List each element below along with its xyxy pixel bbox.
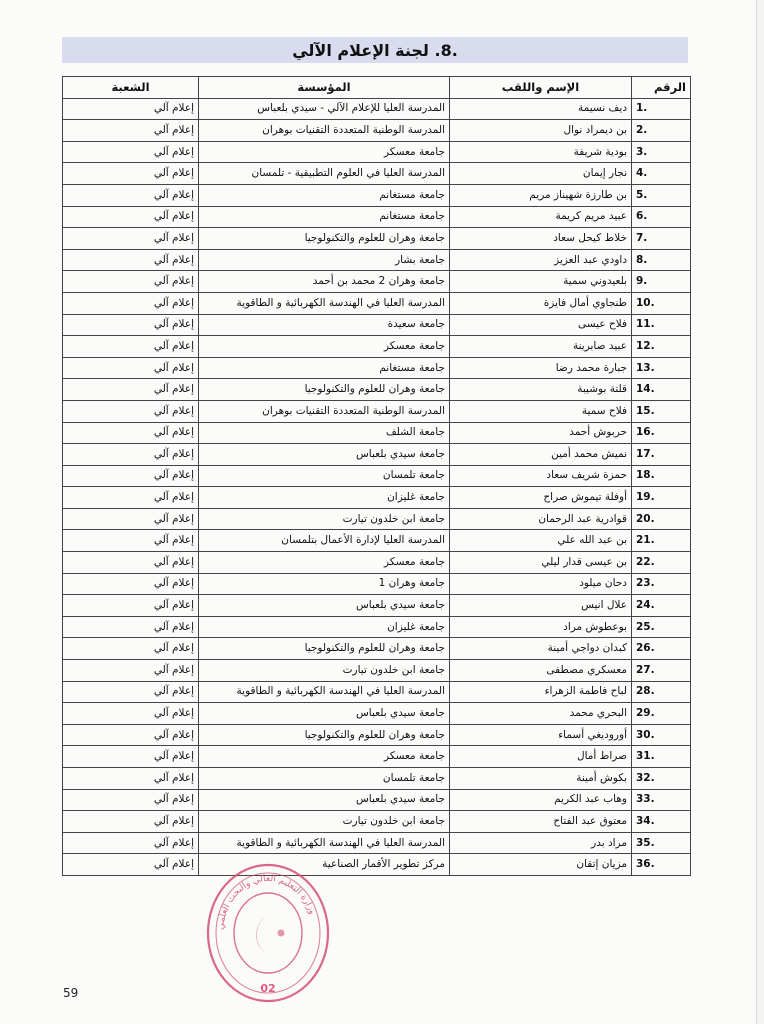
table-row (63, 660, 691, 682)
member-branch: إعلام آلي (63, 638, 199, 660)
member-institution: جامعة معسكر (199, 552, 450, 574)
member-institution: جامعة وهران 1 (199, 573, 450, 595)
table-row (63, 595, 691, 617)
row-number: 29. (632, 703, 691, 725)
table-row (63, 530, 691, 552)
member-name: معسكري مصطفى (450, 660, 632, 682)
row-number: 4. (632, 163, 691, 185)
member-name: بن عبد الله علي (450, 530, 632, 552)
member-institution: المدرسة العليا في الهندسة الكهربائية و الطاقوية (199, 832, 450, 854)
table-row (63, 508, 691, 530)
member-branch: إعلام آلي (63, 379, 199, 401)
member-institution: جامعة وهران 2 محمد بن أحمد (199, 271, 450, 293)
member-name: مزيان إتقان (450, 854, 632, 876)
member-name: معتوق عبد الفتاح (450, 811, 632, 833)
row-number: 7. (632, 228, 691, 250)
member-branch: إعلام آلي (63, 465, 199, 487)
row-number: 10. (632, 292, 691, 314)
member-branch: إعلام آلي (63, 271, 199, 293)
member-institution: جامعة وهران للعلوم والتكنولوجيا (199, 724, 450, 746)
header-number: الرقم (632, 77, 691, 99)
member-branch: إعلام آلي (63, 206, 199, 228)
member-branch: إعلام آلي (63, 163, 199, 185)
table-row (63, 336, 691, 358)
row-number: 25. (632, 616, 691, 638)
member-institution: جامعة تلمسان (199, 768, 450, 790)
member-institution: جامعة معسكر (199, 746, 450, 768)
table-row (63, 703, 691, 725)
member-branch: إعلام آلي (63, 228, 199, 250)
member-branch: إعلام آلي (63, 357, 199, 379)
member-institution: جامعة مستغانم (199, 357, 450, 379)
table-row (63, 120, 691, 142)
member-name: طنجاوي أمال فايزة (450, 292, 632, 314)
member-name: بكوش أمينة (450, 768, 632, 790)
member-name: نجار إيمان (450, 163, 632, 185)
table-row (63, 357, 691, 379)
table-row (63, 552, 691, 574)
row-number: 5. (632, 184, 691, 206)
member-name: أوفلة تيموش صراح (450, 487, 632, 509)
member-branch: إعلام آلي (63, 724, 199, 746)
table-header-row (63, 77, 691, 99)
member-institution: جامعة تلمسان (199, 465, 450, 487)
row-number: 18. (632, 465, 691, 487)
table-row (63, 98, 691, 120)
row-number: 3. (632, 141, 691, 163)
row-number: 22. (632, 552, 691, 574)
table-row (63, 746, 691, 768)
row-number: 26. (632, 638, 691, 660)
member-branch: إعلام آلي (63, 444, 199, 466)
table-row (63, 444, 691, 466)
star-emblem (278, 930, 285, 937)
row-number: 28. (632, 681, 691, 703)
member-institution: جامعة وهران للعلوم والتكنولوجيا (199, 638, 450, 660)
row-number: 21. (632, 530, 691, 552)
member-institution: جامعة معسكر (199, 141, 450, 163)
member-name: بلعيدوني سمية (450, 271, 632, 293)
member-branch: إعلام آلي (63, 98, 199, 120)
member-institution: جامعة ابن خلدون تيارت (199, 811, 450, 833)
member-institution: جامعة ابن خلدون تيارت (199, 660, 450, 682)
member-name: نميش محمد أمين (450, 444, 632, 466)
row-number: 6. (632, 206, 691, 228)
member-branch: إعلام آلي (63, 681, 199, 703)
member-institution: جامعة ابن خلدون تيارت (199, 508, 450, 530)
member-branch: إعلام آلي (63, 789, 199, 811)
page-number: 59 (63, 986, 79, 1000)
header-name: الإسم واللقب (450, 77, 632, 99)
member-branch: إعلام آلي (63, 703, 199, 725)
member-institution: جامعة غليزان (199, 616, 450, 638)
member-branch: إعلام آلي (63, 854, 199, 876)
row-number: 23. (632, 573, 691, 595)
table-row (63, 422, 691, 444)
table-row (63, 314, 691, 336)
member-branch: إعلام آلي (63, 746, 199, 768)
member-branch: إعلام آلي (63, 336, 199, 358)
row-number: 16. (632, 422, 691, 444)
member-branch: إعلام آلي (63, 552, 199, 574)
member-institution: جامعة معسكر (199, 336, 450, 358)
member-name: حمزة شريف سعاد (450, 465, 632, 487)
stamp-code: 02 (260, 982, 276, 995)
row-number: 9. (632, 271, 691, 293)
member-institution: جامعة مستغانم (199, 206, 450, 228)
member-institution: المدرسة العليا في الهندسة الكهربائية و الطاقوية (199, 292, 450, 314)
member-branch: إعلام آلي (63, 422, 199, 444)
member-name: قلتة بوشيبة (450, 379, 632, 401)
member-institution: جامعة مستغانم (199, 184, 450, 206)
row-number: 17. (632, 444, 691, 466)
table-body (63, 98, 691, 875)
member-institution: جامعة وهران للعلوم والتكنولوجيا (199, 228, 450, 250)
member-name: مراد بدر (450, 832, 632, 854)
row-number: 31. (632, 746, 691, 768)
row-number: 20. (632, 508, 691, 530)
member-name: فلاح سمية (450, 400, 632, 422)
member-branch: إعلام آلي (63, 487, 199, 509)
table-row (63, 206, 691, 228)
table-row (63, 768, 691, 790)
table-row (63, 163, 691, 185)
member-branch: إعلام آلي (63, 120, 199, 142)
member-name: بن عيسى قدار ليلي (450, 552, 632, 574)
table-row (63, 832, 691, 854)
member-branch: إعلام آلي (63, 595, 199, 617)
row-number: 8. (632, 249, 691, 271)
member-branch: إعلام آلي (63, 768, 199, 790)
member-name: أوروديغي أسماء (450, 724, 632, 746)
table-row (63, 379, 691, 401)
member-name: دحان ميلود (450, 573, 632, 595)
member-branch: إعلام آلي (63, 832, 199, 854)
member-institution: جامعة سيدي بلعباس (199, 444, 450, 466)
table-row (63, 854, 691, 876)
member-institution: جامعة غليزان (199, 487, 450, 509)
header-institution: المؤسسة (199, 77, 450, 99)
member-branch: إعلام آلي (63, 314, 199, 336)
member-name: علال انيس (450, 595, 632, 617)
member-name: فلاح عيسى (450, 314, 632, 336)
member-name: ديف نسيمة (450, 98, 632, 120)
row-number: 12. (632, 336, 691, 358)
row-number: 19. (632, 487, 691, 509)
table-row (63, 184, 691, 206)
member-name: عبيد مريم كريمة (450, 206, 632, 228)
crescent-emblem (256, 915, 275, 955)
member-institution: المدرسة العليا للإعلام الآلي - سيدي بلعباس (199, 98, 450, 120)
table-row (63, 573, 691, 595)
row-number: 2. (632, 120, 691, 142)
row-number: 14. (632, 379, 691, 401)
member-name: صراط أمال (450, 746, 632, 768)
table-row (63, 400, 691, 422)
table-row (63, 271, 691, 293)
member-branch: إعلام آلي (63, 508, 199, 530)
member-name: كبدان دواجي أمينة (450, 638, 632, 660)
member-branch: إعلام آلي (63, 616, 199, 638)
table-row (63, 465, 691, 487)
member-name: وهاب عبد الكريم (450, 789, 632, 811)
table-row (63, 681, 691, 703)
member-institution: جامعة سعيدة (199, 314, 450, 336)
row-number: 15. (632, 400, 691, 422)
member-branch: إعلام آلي (63, 530, 199, 552)
row-number: 33. (632, 789, 691, 811)
member-institution: جامعة بشار (199, 249, 450, 271)
member-institution: المدرسة العليا في العلوم التطبيقية - تلمسان (199, 163, 450, 185)
row-number: 34. (632, 811, 691, 833)
member-branch: إعلام آلي (63, 249, 199, 271)
table-row (63, 249, 691, 271)
row-number: 27. (632, 660, 691, 682)
member-institution: جامعة سيدي بلعباس (199, 595, 450, 617)
member-branch: إعلام آلي (63, 660, 199, 682)
row-number: 32. (632, 768, 691, 790)
member-name: بن ديمراد نوال (450, 120, 632, 142)
member-name: خلاط كيحل سعاد (450, 228, 632, 250)
table-row (63, 228, 691, 250)
section-title: .8. لجنة الإعلام الآلي (292, 40, 458, 60)
member-name: حربوش أحمد (450, 422, 632, 444)
table-row (63, 141, 691, 163)
member-name: قوادرية عبد الرحمان (450, 508, 632, 530)
member-name: جبارة محمد رضا (450, 357, 632, 379)
member-name: لباح فاطمة الزهراء (450, 681, 632, 703)
row-number: 35. (632, 832, 691, 854)
member-branch: إعلام آلي (63, 184, 199, 206)
stamp-ring-text: وزارة التعليم العالي والبحث العلمي (216, 873, 317, 931)
section-title-bar (62, 37, 688, 63)
table-row (63, 638, 691, 660)
table-row (63, 487, 691, 509)
member-name: بن طارزة شهيناز مريم (450, 184, 632, 206)
member-institution: المدرسة الوطنية المتعددة التقنيات بوهران (199, 400, 450, 422)
member-branch: إعلام آلي (63, 573, 199, 595)
member-branch: إعلام آلي (63, 811, 199, 833)
member-name: بودية شريفة (450, 141, 632, 163)
member-institution: مركز تطوير الأقمار الصناعية (199, 854, 450, 876)
official-stamp (203, 860, 333, 1006)
table-row (63, 724, 691, 746)
member-branch: إعلام آلي (63, 400, 199, 422)
table-row (63, 616, 691, 638)
member-institution: جامعة سيدي بلعباس (199, 703, 450, 725)
member-institution: المدرسة العليا لإدارة الأعمال بتلمسان (199, 530, 450, 552)
table-row (63, 292, 691, 314)
header-branch: الشعبة (63, 77, 199, 99)
member-branch: إعلام آلي (63, 292, 199, 314)
member-institution: جامعة وهران للعلوم والتكنولوجيا (199, 379, 450, 401)
row-number: 36. (632, 854, 691, 876)
member-institution: جامعة الشلف (199, 422, 450, 444)
member-name: بوعطوش مراد (450, 616, 632, 638)
row-number: 1. (632, 98, 691, 120)
table-row (63, 811, 691, 833)
member-institution: المدرسة الوطنية المتعددة التقنيات بوهران (199, 120, 450, 142)
table-row (63, 789, 691, 811)
member-name: عبيد صابرينة (450, 336, 632, 358)
row-number: 13. (632, 357, 691, 379)
member-institution: المدرسة العليا في الهندسة الكهربائية و الطاقوية (199, 681, 450, 703)
member-name: داودي عبد العزيز (450, 249, 632, 271)
row-number: 11. (632, 314, 691, 336)
member-institution: جامعة سيدي بلعباس (199, 789, 450, 811)
row-number: 30. (632, 724, 691, 746)
member-branch: إعلام آلي (63, 141, 199, 163)
row-number: 24. (632, 595, 691, 617)
member-name: البحري محمد (450, 703, 632, 725)
committee-members-table (62, 76, 691, 876)
